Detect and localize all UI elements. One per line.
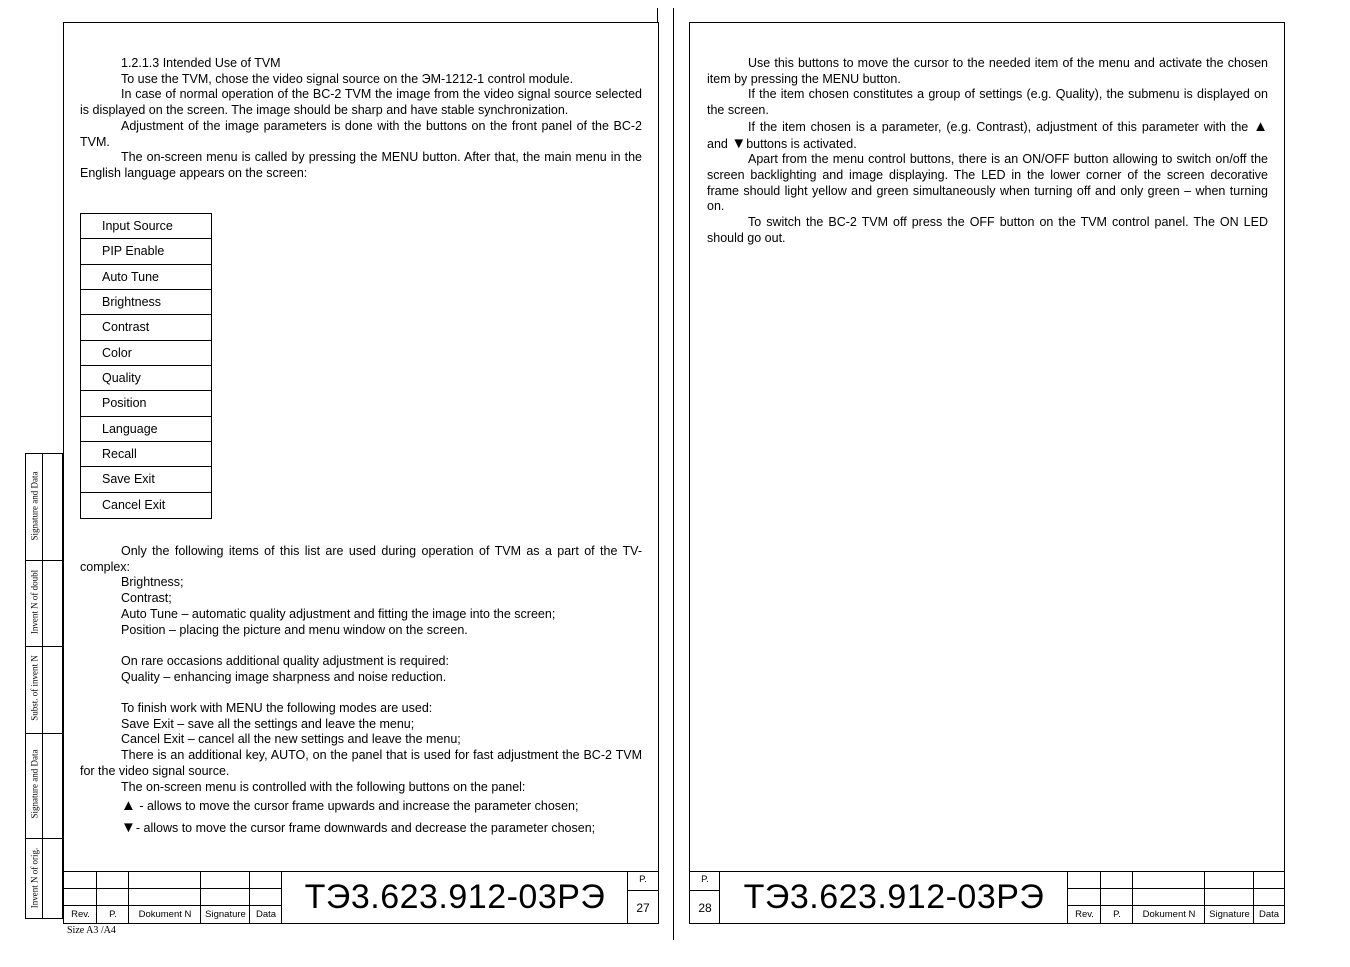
document-code: ТЭ3.623.912-03РЭ	[743, 878, 1045, 916]
paragraph: To use the TVM, chose the video signal source on the ЭМ-1212-1 control module.	[121, 71, 574, 86]
menu-item: Contrast	[81, 315, 211, 340]
menu-item: PIP Enable	[81, 239, 211, 264]
column-label: Rev.	[71, 909, 90, 920]
page-number: 27	[636, 901, 650, 915]
paragraph: Adjustment of the image parameters is done with the buttons on the front panel of the BC-2 TVM.	[80, 118, 642, 149]
menu-item: Position	[81, 391, 211, 416]
menu-item: Quality	[81, 366, 211, 391]
page-label: P.	[639, 874, 647, 885]
column-label: Rev.	[1075, 909, 1094, 920]
menu-item: Cancel Exit	[102, 497, 166, 512]
list-item: Save Exit – save all the settings and leave the menu;	[121, 716, 415, 731]
paragraph: Use this buttons to move the cursor to the needed item of the menu and activate the chosen item by pressing the MENU button.	[707, 56, 1268, 86]
strip-label: Signature and Data	[29, 749, 40, 819]
column-label: Dokument N	[138, 909, 192, 920]
list-item: Cancel Exit – cancel all the new settings and leave the menu;	[121, 732, 461, 747]
approval-side-strip	[25, 453, 63, 919]
column-label: P.	[1113, 909, 1121, 920]
frame-tick	[657, 8, 658, 22]
paragraph: On rare occasions additional quality adjustment is required:	[121, 653, 449, 668]
paragraph: In case of normal operation of the BC-2 TVM the image from the video signal source selected is displayed on the screen. The image should be sharp and have stable synchronization.	[80, 87, 642, 118]
menu-list	[80, 213, 212, 519]
page-label: P.	[701, 874, 709, 885]
paragraph: To switch the BC-2 TVM off press the OFF button on the TVM control panel. The ON LED should go out.	[707, 215, 1268, 245]
menu-item: Save Exit	[81, 467, 211, 492]
list-item: Position – placing the picture and menu window on the screen.	[121, 622, 468, 637]
list-item: Quality – enhancing image sharpness and noise reduction.	[121, 669, 447, 684]
sheet-size-label: Size A3 /A4	[67, 925, 116, 936]
up-arrow-icon: ▲	[1253, 117, 1268, 135]
center-divider	[673, 8, 674, 940]
column-label: Data	[255, 909, 277, 920]
menu-item: Brightness	[81, 290, 211, 315]
up-button-description: ▲ - allows to move the cursor frame upwards and increase the parameter chosen;	[121, 797, 579, 815]
document-code: ТЭ3.623.912-03РЭ	[304, 878, 606, 916]
menu-item: Auto Tune	[81, 265, 211, 290]
strip-label: Signature and Data	[29, 471, 40, 541]
left-title-block	[64, 871, 658, 923]
left-page-text-top	[80, 56, 642, 182]
list-item: Auto Tune – automatic quality adjustment and fitting the image into the screen;	[121, 606, 556, 621]
column-label: Dokument N	[1142, 909, 1196, 920]
left-page-text-bottom	[80, 544, 642, 839]
up-arrow-icon: ▲	[121, 797, 136, 815]
paragraph: The on-screen menu is called by pressing the MENU button. After that, the main menu in the English language appears on the screen:	[80, 150, 642, 180]
paragraph: To finish work with MENU the following modes are used:	[121, 701, 433, 715]
menu-item: Color	[81, 341, 211, 366]
strip-label: Invent N of orig.	[29, 847, 40, 909]
strip-label: Subst. of invent N	[29, 655, 40, 721]
paragraph: If the item chosen is a parameter, (e.g. Contrast), adjustment of this parameter with the ▲ and ▼buttons is activated.	[707, 117, 1268, 152]
paragraph: Only the following items of this list are used during operation of TVM as a part of the TV-complex:	[80, 544, 642, 574]
paragraph: Apart from the menu control buttons, there is an ON/OFF button allowing to switch on/off the screen backlighting and image displaying. The LED in the lower corner of the screen decorative frame should light yellow and green simultaneously when turning off and only green – when turning on.	[707, 152, 1268, 214]
page-number: 28	[698, 901, 712, 915]
column-label: Signature	[205, 909, 246, 920]
list-item: Contrast;	[121, 591, 172, 606]
down-arrow-icon: ▼	[121, 819, 136, 837]
paragraph: If the item chosen constitutes a group of settings (e.g. Quality), the submenu is displayed on the screen.	[707, 87, 1268, 118]
right-page-text	[707, 56, 1268, 246]
menu-item: Recall	[81, 442, 211, 467]
strip-label: Invent N of doubl	[29, 569, 40, 635]
section-heading: 1.2.1.3 Intended Use of TVM	[121, 56, 281, 70]
paragraph: There is an additional key, AUTO, on the panel that is used for fast adjustment the BC-2 TVM for the video signal source.	[80, 748, 642, 778]
right-title-block	[690, 871, 1284, 923]
menu-item: Language	[81, 417, 211, 442]
down-arrow-icon: ▼	[731, 134, 747, 152]
column-label: P.	[109, 909, 117, 920]
down-button-description: ▼- allows to move the cursor frame downwards and decrease the parameter chosen;	[121, 819, 596, 837]
menu-item: Input Source	[81, 214, 211, 239]
paragraph: The on-screen menu is controlled with the following buttons on the panel:	[121, 779, 526, 794]
list-item: Brightness;	[121, 575, 184, 590]
column-label: Data	[1258, 909, 1280, 920]
column-label: Signature	[1209, 909, 1250, 920]
